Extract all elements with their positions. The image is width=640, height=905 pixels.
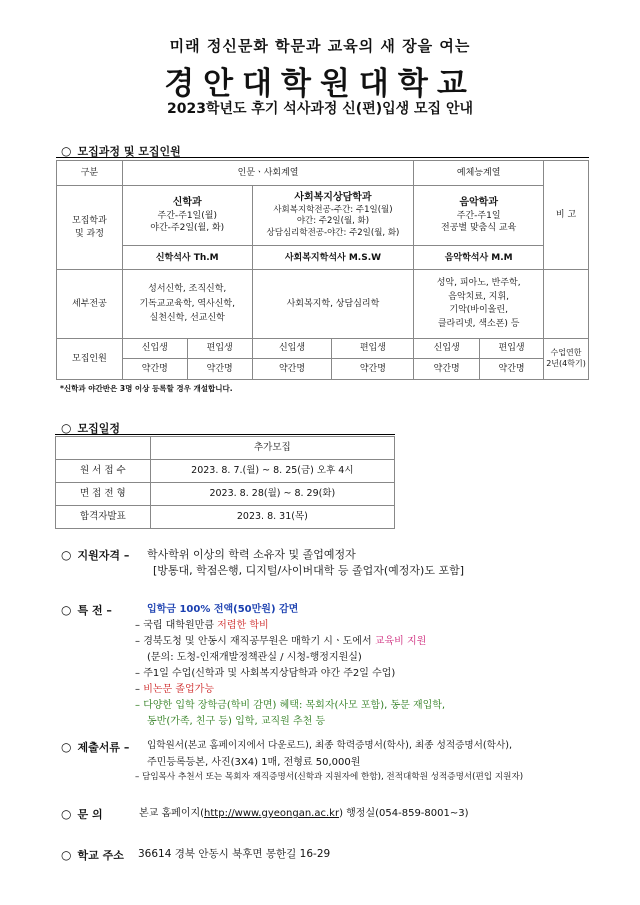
section-divider: [55, 434, 395, 435]
new-student-label: 신입생: [414, 338, 480, 359]
table-cell: [122, 185, 252, 245]
benefit-item: – 다양한 입학 장학금(학비 감면) 혜택: 목회자(사모 포함), 동문 재입학,: [135, 700, 446, 711]
table-cell: [414, 185, 544, 245]
inquiry-line: 본교 홈페이지(http://www.gyeongan.ac.kr) 행정실(054-859-8001~3): [139, 808, 469, 819]
dept-detail: 주간-주1일 전공별 맞춤식 교육: [441, 210, 517, 233]
recruitment-table: [56, 160, 589, 380]
degree-cell: 신학석사 Th.M: [122, 245, 252, 270]
schedule-value: 2023. 8. 7.(월) ~ 8. 25(금) 오후 4시: [150, 460, 394, 483]
table-cell: [56, 437, 151, 460]
table-cell: 비 고: [544, 161, 589, 270]
address-label: ○ 학교 주소: [61, 848, 124, 862]
document-line: 주민등록등본, 사진(3X4) 1매, 전형료 50,000원: [147, 757, 361, 768]
table-cell: [252, 185, 414, 245]
schedule-label: 원 서 접 수: [56, 460, 151, 483]
document-line: 입학원서(본교 홈페이지에서 다운로드), 최종 학력증명서(학사), 최종 성적증명서(학사),: [147, 740, 512, 751]
homepage-link[interactable]: http://www.gyeongan.ac.kr: [204, 808, 340, 819]
qualification-line: [방통대, 학점은행, 디지털/사이버대학 등 졸업자(예정자)도 포함]: [153, 564, 464, 577]
degree-cell: 음악학석사 M.M: [414, 245, 544, 270]
header-subtitle: 미래 정신문화 학문과 교육의 새 장을 여는: [169, 37, 471, 55]
majors-cell: 성악, 피아노, 반주학, 음악치료, 지휘, 기악(바이올린, 클라리넷, 색소폰) 등: [414, 270, 544, 338]
dept-detail: 주간-주1일(월) 야간-주2일(월, 화): [150, 210, 225, 233]
schedule-label: 합격자발표: [56, 506, 151, 529]
quota-value: 약간명: [332, 359, 414, 380]
benefit-item: – 주1일 수업(신학과 및 사회복지상담학과 야간 주2일 수업): [135, 668, 396, 679]
benefit-item: – 국립 대학원만큼 저렴한 학비: [135, 620, 269, 631]
transfer-student-label: 편입생: [480, 338, 544, 359]
notice-title: 2023학년도 후기 석사과정 신(편)입생 모집 안내: [166, 101, 474, 117]
dept-name: 신학과: [172, 197, 202, 209]
dept-name: 사회복지상담학과: [294, 192, 372, 204]
qualification-label: ○ 지원자격 –: [61, 548, 130, 562]
quota-value: 약간명: [414, 359, 480, 380]
table-cell: 인문ㆍ사회계열: [122, 161, 413, 186]
qualification-line: 학사학위 이상의 학력 소유자 및 졸업예정자: [147, 548, 356, 561]
circle-bullet-icon: ○: [61, 848, 72, 862]
benefit-item: 동반(가족, 친구 등) 입학, 교직원 추천 등: [147, 716, 326, 727]
table-cell: [122, 338, 252, 359]
table-cell: 모집학과 및 과정: [57, 185, 123, 270]
school-name: 경안대학원대학교: [164, 66, 476, 102]
transfer-student-label: 편입생: [332, 338, 414, 359]
table-cell: [122, 359, 252, 380]
majors-cell: 성서신학, 조직신학, 기독교교육학, 역사신학, 실천신학, 선교신학: [122, 270, 252, 338]
dept-name: 음악학과: [459, 197, 498, 209]
schedule-value: 2023. 8. 28(월) ~ 8. 29(화): [150, 483, 394, 506]
benefit-item-note: (문의: 도청-인재개발정책관실 / 시청-행정지원실): [147, 652, 362, 663]
circle-bullet-icon: ○: [61, 144, 72, 158]
inquiry-label: ○ 문 의: [61, 807, 103, 821]
section-recruitment-heading: ○ 모집과정 및 모집인원: [61, 144, 181, 158]
schedule-value: 2023. 8. 31(목): [150, 506, 394, 529]
schedule-label: 면 접 전 형: [56, 483, 151, 506]
table-cell: 예체능계열: [414, 161, 544, 186]
new-student-label: 신입생: [252, 338, 332, 359]
schedule-table: [55, 436, 395, 529]
quota-value: 약간명: [252, 359, 332, 380]
benefits-label: ○ 특 전 –: [61, 603, 112, 617]
documents-label: ○ 제출서류 –: [61, 740, 130, 754]
circle-bullet-icon: ○: [61, 421, 72, 435]
transfer-student-label: 편입생: [206, 343, 233, 354]
quota-note: 수업연한 2년(4학기): [544, 338, 589, 379]
table-cell: 모집인원: [57, 338, 123, 379]
circle-bullet-icon: ○: [61, 603, 72, 617]
schedule-header: 추가모집: [150, 437, 394, 460]
quota-value: 약간명: [480, 359, 544, 380]
section-divider: [56, 157, 589, 158]
circle-bullet-icon: ○: [61, 548, 72, 562]
benefit-item: 입학금 100% 전액(50만원) 감면: [147, 604, 299, 615]
quota-value: 약간명: [123, 359, 188, 379]
new-student-label: 신입생: [123, 339, 188, 359]
quota-value: 약간명: [206, 364, 233, 375]
footnote: *신학과 야간반은 3명 이상 등록할 경우 개설합니다.: [60, 384, 233, 393]
majors-cell: 사회복지학, 상담심리학: [252, 270, 414, 338]
benefit-item: – 비논문 졸업가능: [135, 684, 214, 695]
circle-bullet-icon: ○: [61, 740, 72, 754]
dept-detail: 사회복지학전공-주간: 주1일(월) 야간: 주2일(월, 화) 상담심리학전공-야간: 주2일(월, 화): [266, 204, 400, 238]
table-cell: 구분: [57, 161, 123, 186]
table-cell: [544, 270, 589, 338]
table-cell: 세부전공: [57, 270, 123, 338]
circle-bullet-icon: ○: [61, 807, 72, 821]
document-line: – 담임목사 추천서 또는 목회자 재직증명서(신학과 지원자에 한함), 전적대학원 성적증명서(편입 지원자): [135, 772, 524, 782]
degree-cell: 사회복지학석사 M.S.W: [252, 245, 414, 270]
address-value: 36614 경북 안동시 북후면 몽한길 16-29: [138, 848, 331, 860]
benefit-item: – 경북도청 및 안동시 재직공무원은 매학기 시ㆍ도에서 교육비 지원: [135, 636, 427, 647]
section-schedule-heading: ○ 모집일정: [61, 421, 120, 435]
